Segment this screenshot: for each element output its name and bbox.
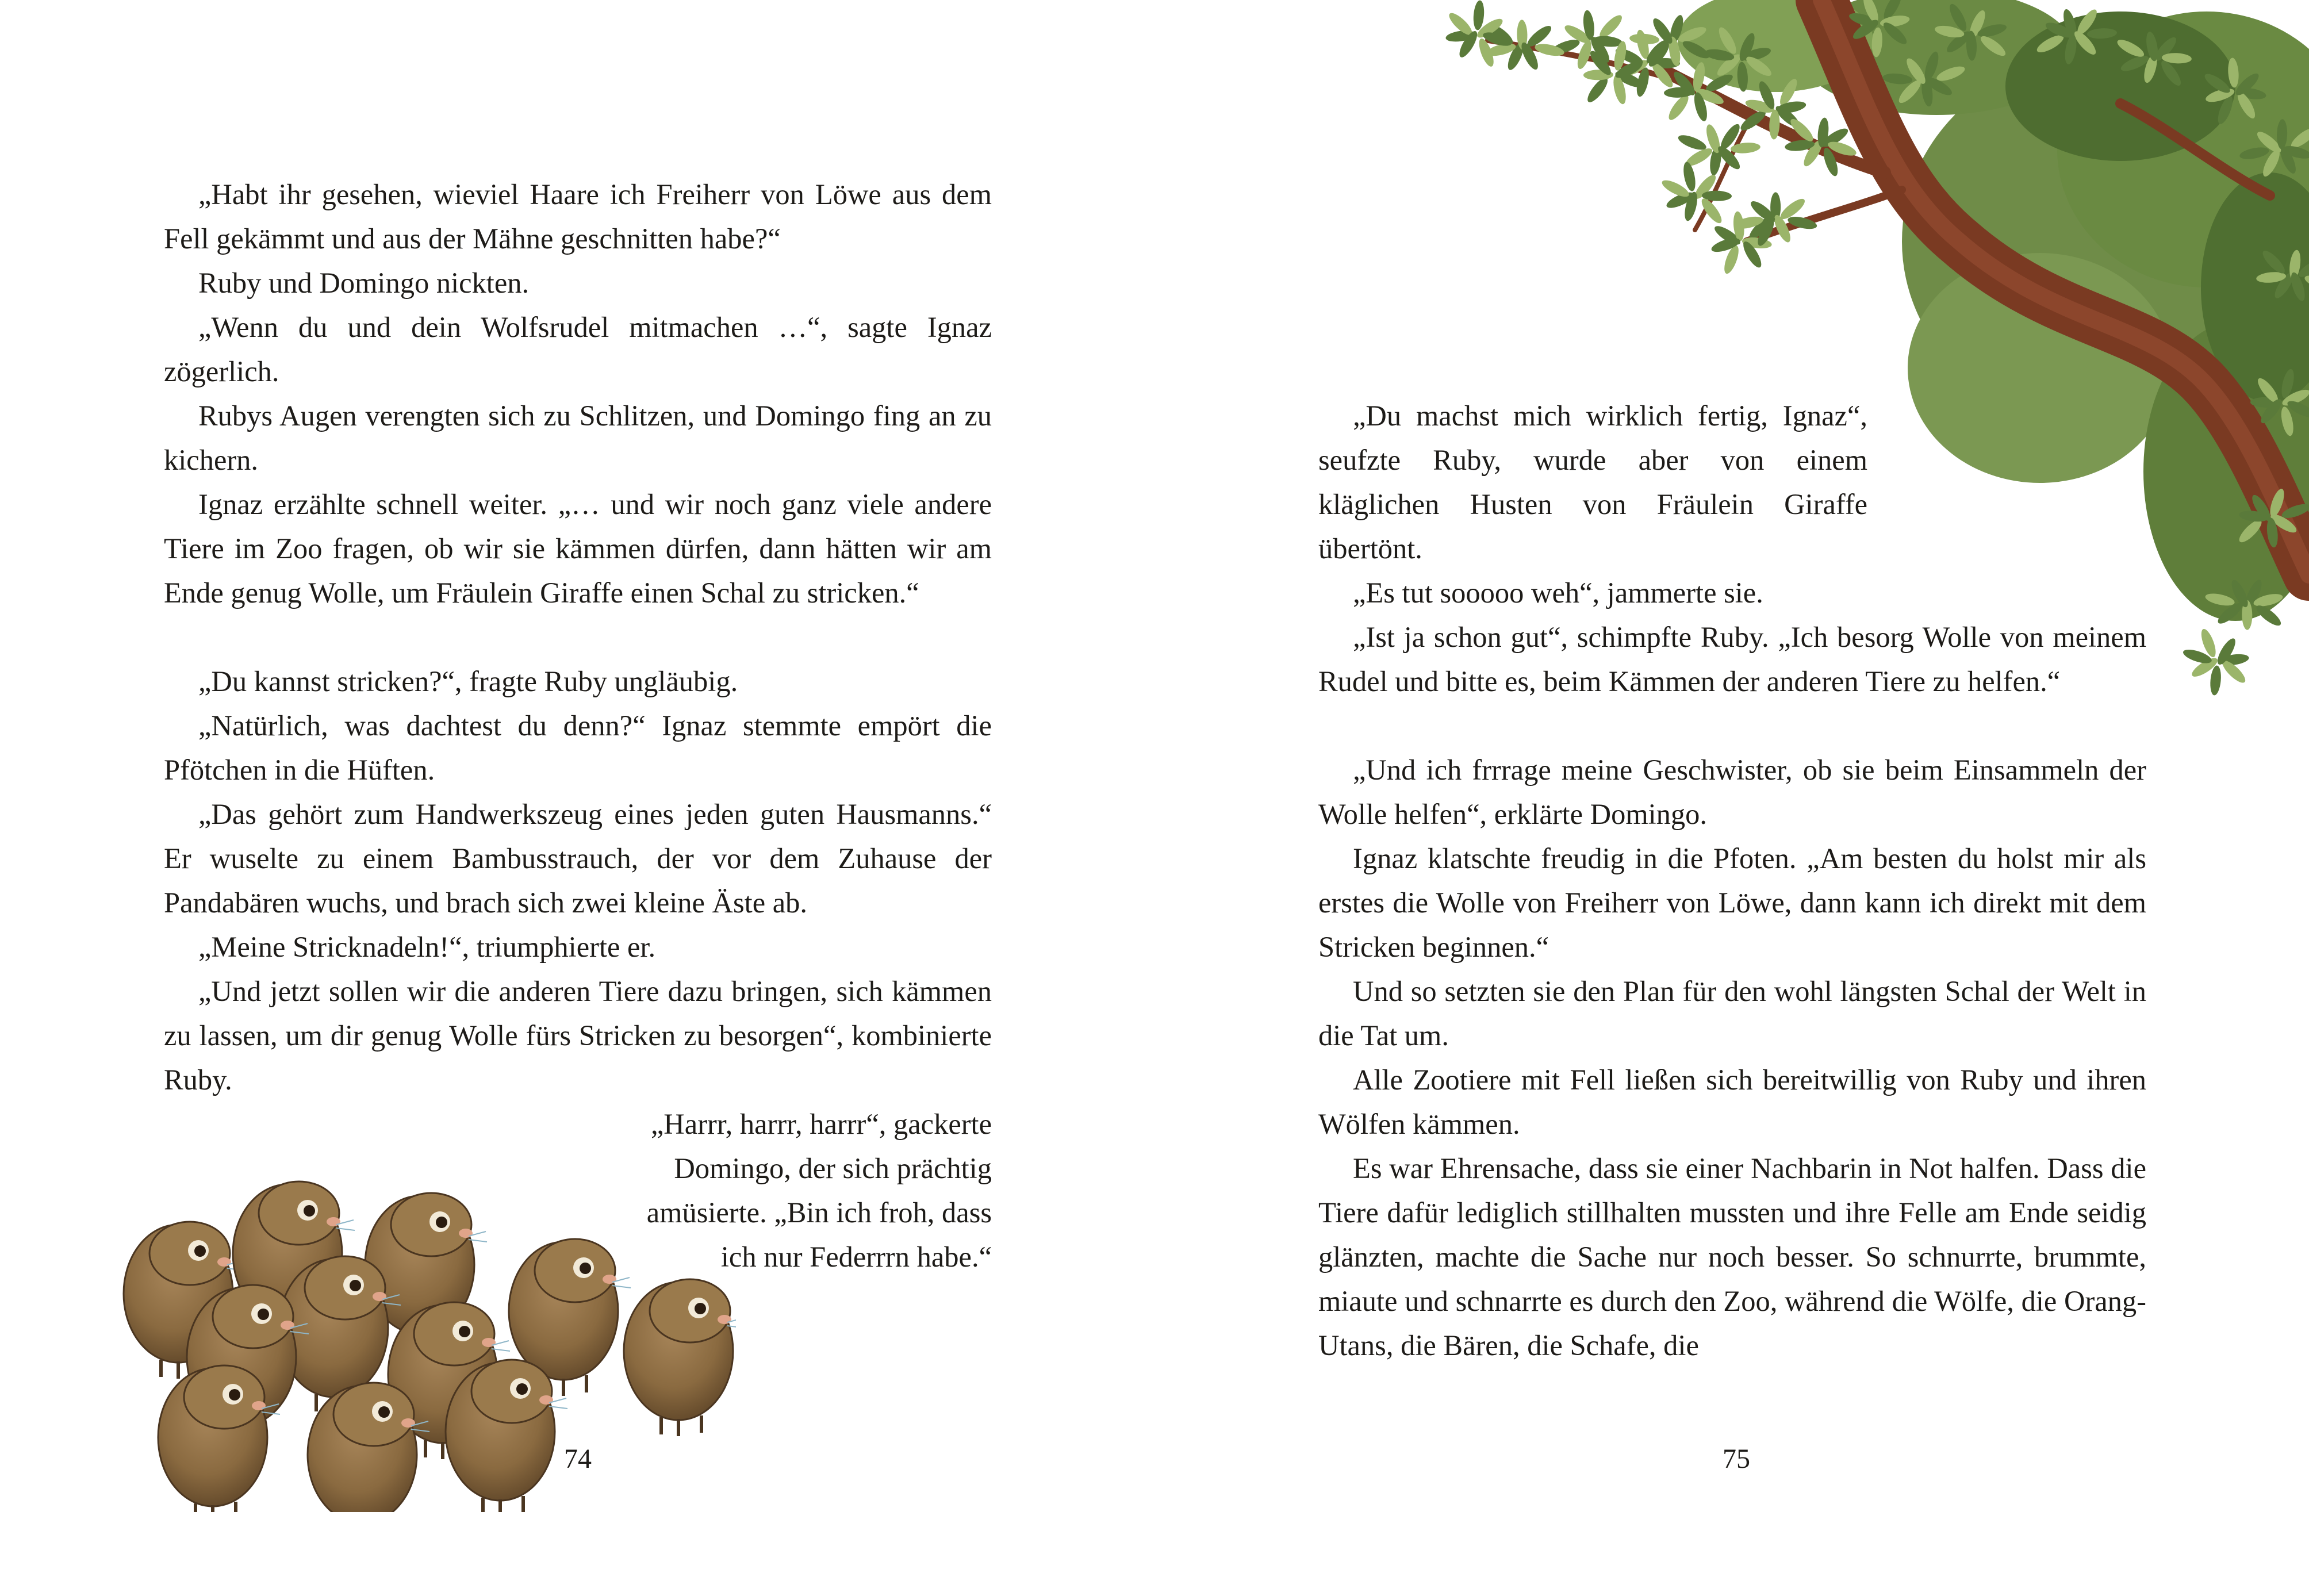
paragraph-beside-illustration: „Harrr, harrr, harrr“, gackerte Domingo, der sich prächtig amüsierte. „Bin ich froh, dass ich nur Federrrn habe.“ (646, 1108, 992, 1273)
paragraph: „Und ich frrrage meine Geschwister, ob sie beim Einsammeln der Wolle helfen“, erklärte Domingo. (1318, 754, 2146, 830)
paragraph: Und so setzten sie den Plan für den wohl längsten Schal der Welt in die Tat um. (1318, 975, 2146, 1052)
guinea-pig (446, 1360, 567, 1512)
page-number: 74 (564, 1444, 592, 1474)
paragraph: „Ist ja schon gut“, schimpfte Ruby. „Ich besorg Wolle von meinem Rudel und bitte es, beim Kämmen der anderen Tiere zu helfen.“ (1318, 621, 2146, 697)
paragraph: „Du kannst stricken?“, fragte Ruby ungläubig. (198, 665, 738, 697)
paragraph: „Natürlich, was dachtest du denn?“ Ignaz stemmte empört die Pfötchen in die Hüften. (164, 709, 992, 786)
paragraph: „Du machst mich wirklich fertig, Ignaz“, seufzte Ruby, wurde aber von einem kläglichen Husten von Fräulein Giraffe übertönt. (1318, 400, 1867, 565)
page-number: 75 (1723, 1444, 1750, 1474)
guinea-pig (624, 1279, 736, 1436)
paragraph: Ignaz erzählte schnell weiter. „… und wir noch ganz viele andere Tiere im Zoo fragen, ob wir sie kämmen dürfen, dann hätten wir am Ende genug Wolle, um Fräulein Giraffe einen Schal zu stricken.“ (164, 488, 992, 609)
paragraph: „Wenn du und dein Wolfsrudel mitmachen …“, sagte Ignaz zögerlich. (164, 311, 992, 388)
paragraph: „Habt ihr gesehen, wieviel Haare ich Freiherr von Löwe aus dem Fell gekämmt und aus der Mähne geschnitten habe?“ (164, 178, 992, 255)
right-page (1154, 0, 2309, 1596)
paragraph: „Meine Stricknadeln!“, triumphierte er. (198, 931, 656, 963)
guinea-pig (308, 1383, 429, 1512)
paragraph: Rubys Augen verengten sich zu Schlitzen, und Domingo fing an zu kichern. (164, 400, 992, 476)
paragraph: „Es tut sooooo weh“, jammerte sie. (1353, 577, 1763, 609)
paragraph: Alle Zootiere mit Fell ließen sich bereitwillig von Ruby und ihren Wölfen kämmen. (1318, 1064, 2146, 1140)
paragraph: Ruby und Domingo nickten. (198, 267, 530, 299)
paragraph: „Das gehört zum Handwerkszeug eines jeden guten Hausmanns.“ Er wuselte zu einem Bambusstrauch, der vor dem Zuhause der Pandabären wuchs, und brach sich zwei kleine Äste ab. (164, 798, 992, 919)
paragraph: Es war Ehrensache, dass sie einer Nachbarin in Not halfen. Dass die Tiere dafür lediglich stillhalten mussten und ihre Felle am Ende seidig glänzten, machte die Sache nur noch besser. So schnurrte, brummte, miaute und schnarrte es durch den Zoo, während die Wölfe, die Orang-Utans, die Bären, die Schafe, die (1318, 1152, 2146, 1361)
paragraph: Ignaz klatschte freudig in die Pfoten. „Am besten du holst mir als erstes die Wolle von Freiherr von Löwe, dann kann ich direkt mit dem Stricken beginnen.“ (1318, 842, 2146, 963)
guinea-pig (158, 1365, 280, 1512)
paragraph: „Und jetzt sollen wir die anderen Tiere dazu bringen, sich kämmen zu lassen, um dir genug Wolle fürs Stricken zu besorgen“, kombinierte Ruby. (164, 975, 992, 1096)
guinea-pigs-illustration (92, 1121, 736, 1512)
